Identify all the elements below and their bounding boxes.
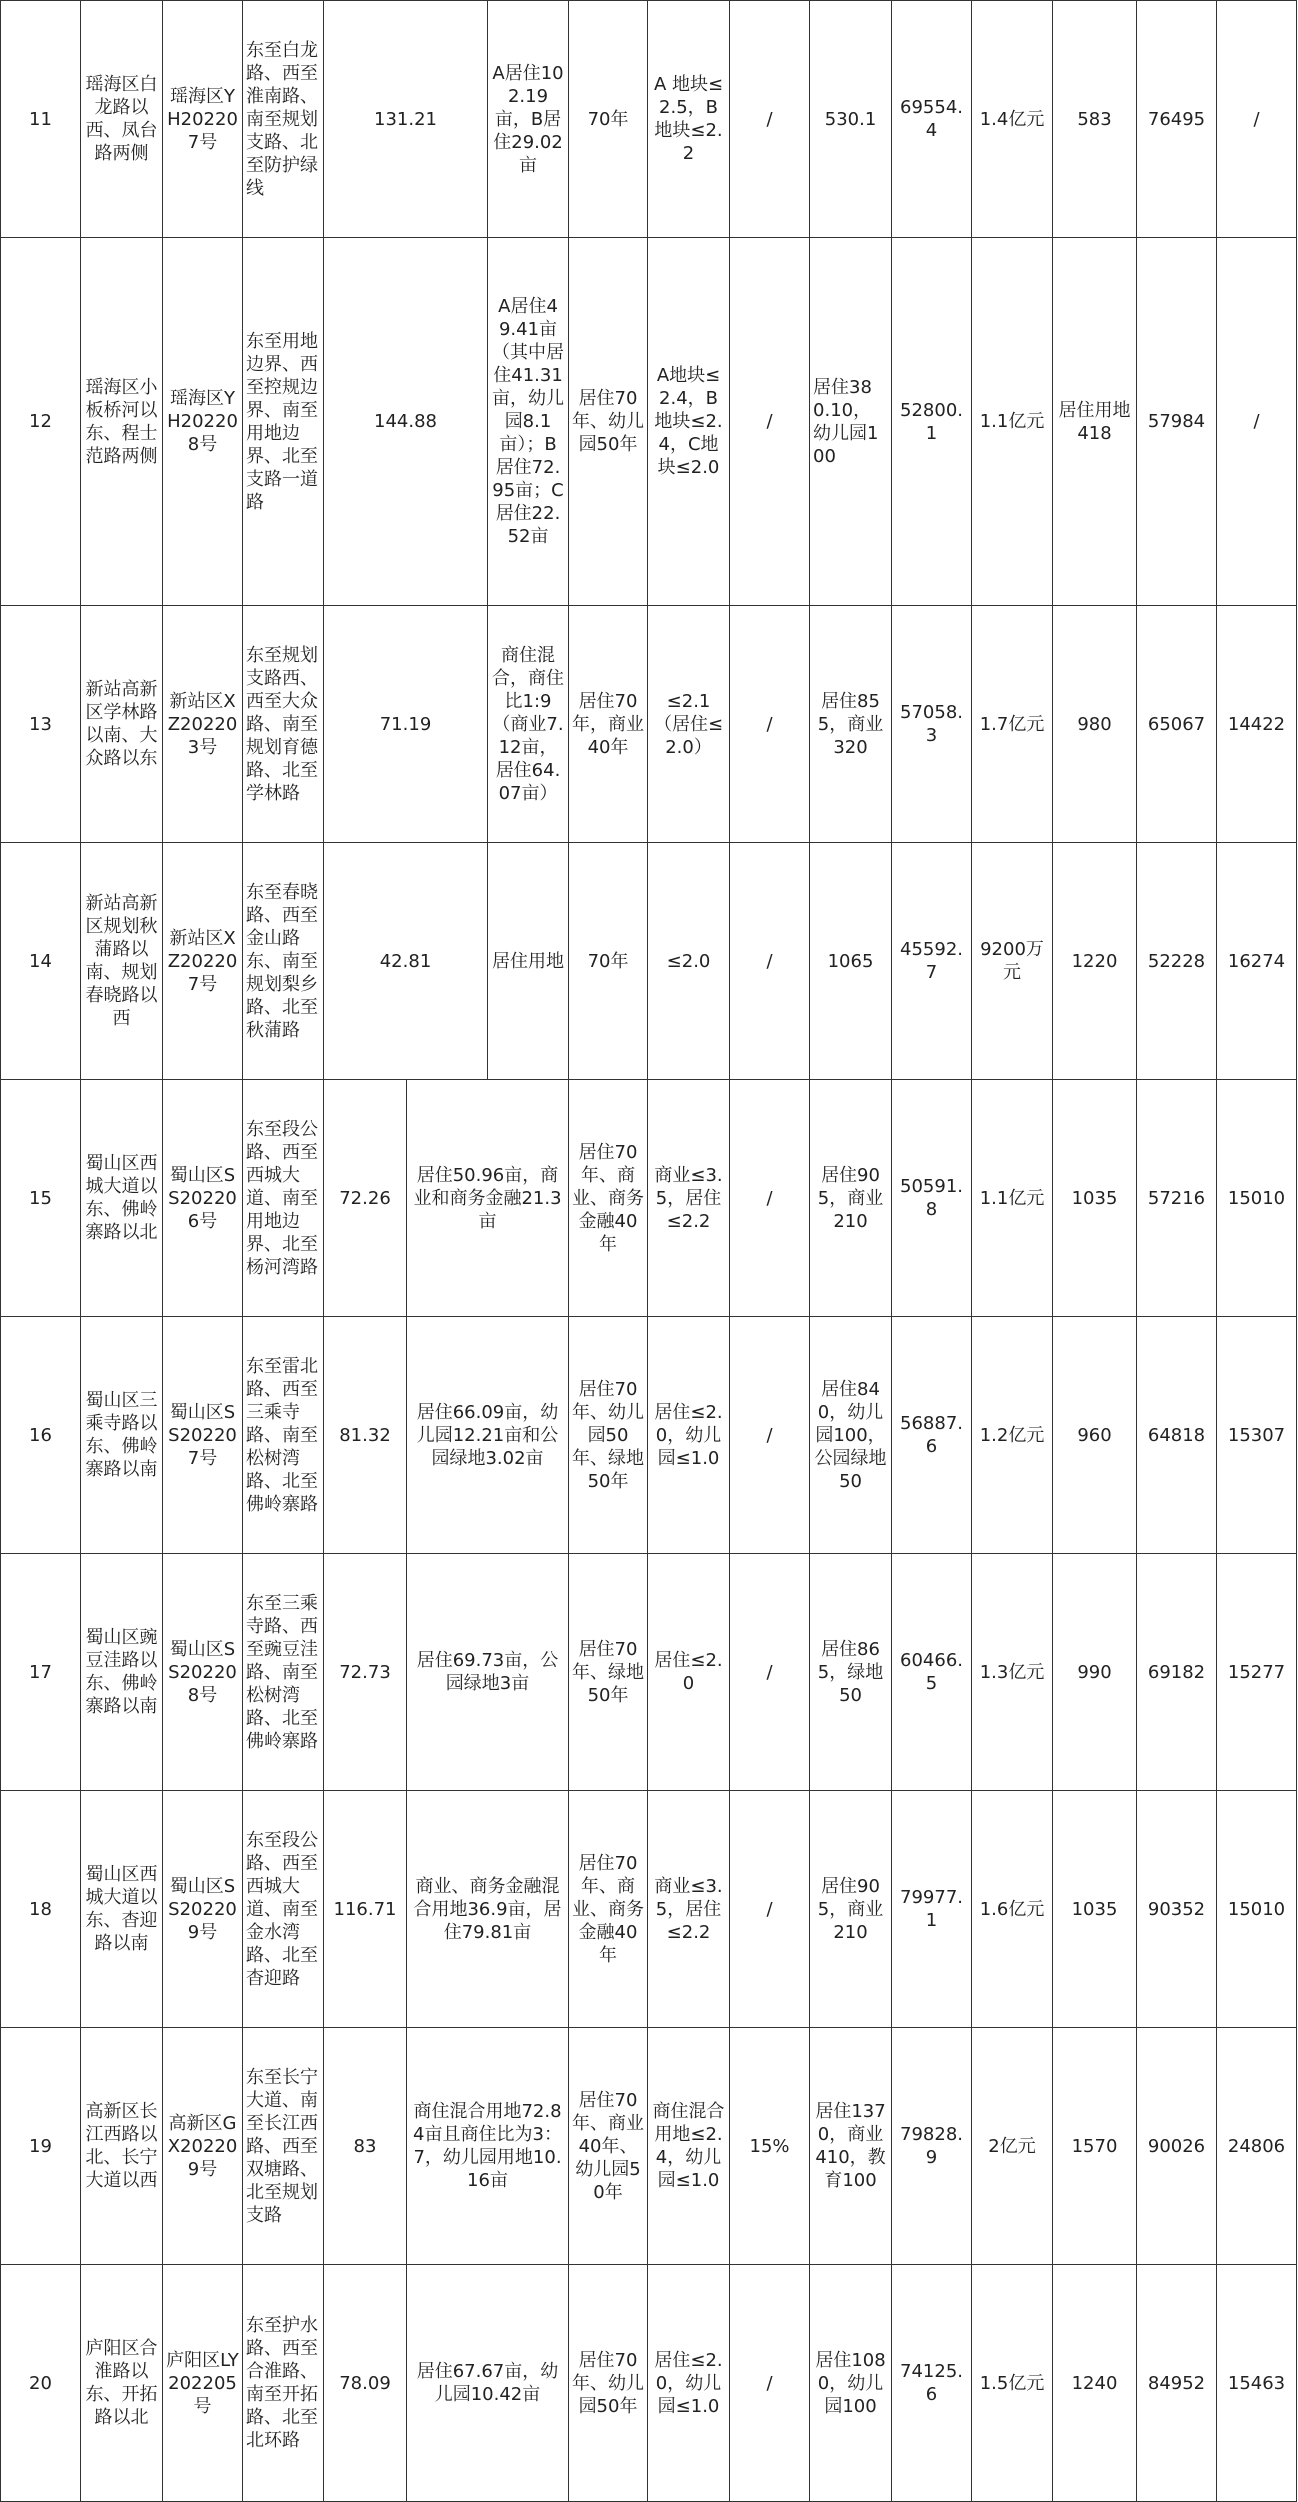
- price-cap: /: [1217, 238, 1297, 606]
- parcel-code: 新站区XZ202207号: [163, 843, 243, 1080]
- row-number: 16: [1, 1317, 81, 1554]
- deposit: 2亿元: [972, 2028, 1053, 2265]
- row-number: 20: [1, 2265, 81, 2502]
- land-use: 居住67.67亩，幼儿园10.42亩: [407, 2265, 569, 2502]
- table-row: [1, 1, 1297, 238]
- plot-ratio: 居住≤2.0，幼儿园≤1.0: [648, 1317, 730, 1554]
- parcel-boundary: 东至白龙路、西至淮南路、南至规划支路、北至防护绿线: [243, 1, 324, 238]
- self-held-ratio: /: [730, 1080, 810, 1317]
- table-row: [1, 238, 1297, 606]
- plot-ratio: ≤2.0: [648, 843, 730, 1080]
- starting-price: 74125.6: [892, 2265, 972, 2502]
- ceiling-price: 84952: [1137, 2265, 1217, 2502]
- starting-price: 45592.7: [892, 843, 972, 1080]
- land-area: 83: [324, 2028, 407, 2265]
- building-area: 居住840，幼儿园100，公园绿地50: [810, 1317, 892, 1554]
- floor-price: 1035: [1053, 1791, 1137, 2028]
- table-row: [1, 1791, 1297, 2028]
- parcel-location: 蜀山区豌豆洼路以东、佛岭寨路以南: [81, 1554, 163, 1791]
- plot-ratio: 商业≤3.5，居住≤2.2: [648, 1791, 730, 2028]
- table-row: [1, 2028, 1297, 2265]
- land-area: 81.32: [324, 1317, 407, 1554]
- row-number: 17: [1, 1554, 81, 1791]
- plot-ratio: ≤2.1（居住≤2.0）: [648, 606, 730, 843]
- deposit: 1.4亿元: [972, 1, 1053, 238]
- floor-price: 1570: [1053, 2028, 1137, 2265]
- parcel-code: 蜀山区SS202208号: [163, 1554, 243, 1791]
- land-area: 72.26: [324, 1080, 407, 1317]
- parcel-location: 蜀山区西城大道以东、杳迎路以南: [81, 1791, 163, 2028]
- ceiling-price: 52228: [1137, 843, 1217, 1080]
- starting-price: 57058.3: [892, 606, 972, 843]
- ceiling-price: 65067: [1137, 606, 1217, 843]
- parcel-location: 蜀山区三乘寺路以东、佛岭寨路以南: [81, 1317, 163, 1554]
- table-row: [1, 1080, 1297, 1317]
- self-held-ratio: /: [730, 606, 810, 843]
- price-cap: 15277: [1217, 1554, 1297, 1791]
- parcel-code: 瑶海区YH202207号: [163, 1, 243, 238]
- self-held-ratio: /: [730, 1791, 810, 2028]
- parcel-location: 高新区长江西路以北、长宁大道以西: [81, 2028, 163, 2265]
- parcel-code: 蜀山区SS202206号: [163, 1080, 243, 1317]
- building-area: 1065: [810, 843, 892, 1080]
- plot-ratio: 商住混合用地≤2.4，幼儿园≤1.0: [648, 2028, 730, 2265]
- self-held-ratio: 15%: [730, 2028, 810, 2265]
- starting-price: 52800.1: [892, 238, 972, 606]
- deposit: 1.3亿元: [972, 1554, 1053, 1791]
- floor-price: 1240: [1053, 2265, 1137, 2502]
- ceiling-price: 57984: [1137, 238, 1217, 606]
- row-number: 13: [1, 606, 81, 843]
- self-held-ratio: /: [730, 1317, 810, 1554]
- land-area: 72.73: [324, 1554, 407, 1791]
- starting-price: 79828.9: [892, 2028, 972, 2265]
- price-cap: 16274: [1217, 843, 1297, 1080]
- land-use: 居住66.09亩，幼儿园12.21亩和公园绿地3.02亩: [407, 1317, 569, 1554]
- ceiling-price: 90352: [1137, 1791, 1217, 2028]
- starting-price: 60466.5: [892, 1554, 972, 1791]
- ceiling-price: 90026: [1137, 2028, 1217, 2265]
- floor-price: 居住用地418: [1053, 238, 1137, 606]
- price-cap: /: [1217, 1, 1297, 238]
- parcel-location: 新站高新区规划秋蒲路以南、规划春晓路以西: [81, 843, 163, 1080]
- price-cap: 15307: [1217, 1317, 1297, 1554]
- land-area: 42.81: [324, 843, 488, 1080]
- ceiling-price: 76495: [1137, 1, 1217, 238]
- building-area: 居住865，绿地50: [810, 1554, 892, 1791]
- price-cap: 24806: [1217, 2028, 1297, 2265]
- transfer-term: 70年: [569, 1, 648, 238]
- transfer-term: 70年: [569, 843, 648, 1080]
- deposit: 1.2亿元: [972, 1317, 1053, 1554]
- parcel-boundary: 东至春晓路、西至金山路东、南至规划梨乡路、北至秋蒲路: [243, 843, 324, 1080]
- land-use: 商住混合用地72.84亩且商住比为3：7，幼儿园用地10.16亩: [407, 2028, 569, 2265]
- transfer-term: 居住70年、绿地50年: [569, 1554, 648, 1791]
- row-number: 11: [1, 1, 81, 238]
- land-area: 131.21: [324, 1, 488, 238]
- building-area: 居住905，商业210: [810, 1080, 892, 1317]
- price-cap: 15463: [1217, 2265, 1297, 2502]
- starting-price: 79977.1: [892, 1791, 972, 2028]
- deposit: 1.5亿元: [972, 2265, 1053, 2502]
- land-area: 144.88: [324, 238, 488, 606]
- parcel-location: 瑶海区小板桥河以东、程士范路两侧: [81, 238, 163, 606]
- plot-ratio: A地块≤2.4，B地块≤2.4，C地块≤2.0: [648, 238, 730, 606]
- floor-price: 1035: [1053, 1080, 1137, 1317]
- parcel-code: 庐阳区LY202205号: [163, 2265, 243, 2502]
- land-use: A居住49.41亩（其中居住41.31亩，幼儿园8.1亩）；B居住72.95亩；C居住22.52亩: [488, 238, 569, 606]
- transfer-term: 居住70年、幼儿园50年: [569, 2265, 648, 2502]
- land-use: 商业、商务金融混合用地36.9亩，居住79.81亩: [407, 1791, 569, 2028]
- land-area: 78.09: [324, 2265, 407, 2502]
- parcel-boundary: 东至护水路、西至合淮路、南至开拓路、北至北环路: [243, 2265, 324, 2502]
- transfer-term: 居住70年、商业40年、幼儿园50年: [569, 2028, 648, 2265]
- parcel-code: 新站区XZ202203号: [163, 606, 243, 843]
- starting-price: 69554.4: [892, 1, 972, 238]
- self-held-ratio: /: [730, 1, 810, 238]
- deposit: 1.1亿元: [972, 238, 1053, 606]
- self-held-ratio: /: [730, 2265, 810, 2502]
- transfer-term: 居住70年、商业、商务金融40年: [569, 1791, 648, 2028]
- row-number: 15: [1, 1080, 81, 1317]
- parcel-code: 瑶海区YH202208号: [163, 238, 243, 606]
- parcel-boundary: 东至用地边界、西至控规边界、南至用地边界、北至支路一道路: [243, 238, 324, 606]
- deposit: 1.1亿元: [972, 1080, 1053, 1317]
- floor-price: 980: [1053, 606, 1137, 843]
- floor-price: 1220: [1053, 843, 1137, 1080]
- parcel-location: 庐阳区合淮路以东、开拓路以北: [81, 2265, 163, 2502]
- transfer-term: 居住70年、幼儿园50年: [569, 238, 648, 606]
- land-use: 居住用地: [488, 843, 569, 1080]
- parcel-code: 蜀山区SS202207号: [163, 1317, 243, 1554]
- price-cap: 15010: [1217, 1791, 1297, 2028]
- building-area: 居住1080，幼儿园100: [810, 2265, 892, 2502]
- parcel-code: 高新区GX202209号: [163, 2028, 243, 2265]
- parcel-location: 蜀山区西城大道以东、佛岭寨路以北: [81, 1080, 163, 1317]
- parcel-location: 瑶海区白龙路以西、凤台路两侧: [81, 1, 163, 238]
- parcel-boundary: 东至规划支路西、西至大众路、南至规划育德路、北至学林路: [243, 606, 324, 843]
- parcel-boundary: 东至长宁大道、南至长江西路、西至双塘路、北至规划支路: [243, 2028, 324, 2265]
- land-area: 71.19: [324, 606, 488, 843]
- deposit: 1.6亿元: [972, 1791, 1053, 2028]
- plot-ratio: 商业≤3.5，居住≤2.2: [648, 1080, 730, 1317]
- table-row: [1, 843, 1297, 1080]
- transfer-term: 居住70年、幼儿园50年、绿地50年: [569, 1317, 648, 1554]
- land-use: 商住混合，商住比1:9（商业7.12亩，居住64.07亩）: [488, 606, 569, 843]
- row-number: 18: [1, 1791, 81, 2028]
- ceiling-price: 57216: [1137, 1080, 1217, 1317]
- building-area: 居住380.10，幼儿园100: [810, 238, 892, 606]
- floor-price: 960: [1053, 1317, 1137, 1554]
- land-use: 居住50.96亩，商业和商务金融21.3亩: [407, 1080, 569, 1317]
- deposit: 1.7亿元: [972, 606, 1053, 843]
- plot-ratio: 居住≤2.0，幼儿园≤1.0: [648, 2265, 730, 2502]
- ceiling-price: 64818: [1137, 1317, 1217, 1554]
- self-held-ratio: /: [730, 843, 810, 1080]
- transfer-term: 居住70年、商业、商务金融40年: [569, 1080, 648, 1317]
- floor-price: 583: [1053, 1, 1137, 238]
- table-row: [1, 1554, 1297, 1791]
- row-number: 14: [1, 843, 81, 1080]
- deposit: 9200万元: [972, 843, 1053, 1080]
- parcel-location: 新站高新区学林路以南、大众路以东: [81, 606, 163, 843]
- parcel-boundary: 东至雷北路、西至三乘寺路、南至松树湾路、北至佛岭寨路: [243, 1317, 324, 1554]
- building-area: 居住855，商业320: [810, 606, 892, 843]
- plot-ratio: A 地块≤2.5，B地块≤2.2: [648, 1, 730, 238]
- table-row: [1, 1317, 1297, 1554]
- table-row: [1, 2265, 1297, 2502]
- floor-price: 990: [1053, 1554, 1137, 1791]
- parcel-code: 蜀山区SS202209号: [163, 1791, 243, 2028]
- self-held-ratio: /: [730, 1554, 810, 1791]
- self-held-ratio: /: [730, 238, 810, 606]
- transfer-term: 居住70年，商业40年: [569, 606, 648, 843]
- plot-ratio: 居住≤2.0: [648, 1554, 730, 1791]
- land-use: A居住102.19亩，B居住29.02亩: [488, 1, 569, 238]
- starting-price: 56887.6: [892, 1317, 972, 1554]
- building-area: 530.1: [810, 1, 892, 238]
- price-cap: 15010: [1217, 1080, 1297, 1317]
- building-area: 居住905，商业210: [810, 1791, 892, 2028]
- land-area: 116.71: [324, 1791, 407, 2028]
- land-use: 居住69.73亩，公园绿地3亩: [407, 1554, 569, 1791]
- ceiling-price: 69182: [1137, 1554, 1217, 1791]
- row-number: 12: [1, 238, 81, 606]
- table-row: [1, 606, 1297, 843]
- parcel-boundary: 东至段公路、西至西城大道、南至金水湾路、北至杳迎路: [243, 1791, 324, 2028]
- parcel-boundary: 东至三乘寺路、西至豌豆洼路、南至松树湾路、北至佛岭寨路: [243, 1554, 324, 1791]
- building-area: 居住1370，商业410，教育100: [810, 2028, 892, 2265]
- parcel-boundary: 东至段公路、西至西城大道、南至用地边界、北至杨河湾路: [243, 1080, 324, 1317]
- price-cap: 14422: [1217, 606, 1297, 843]
- starting-price: 50591.8: [892, 1080, 972, 1317]
- row-number: 19: [1, 2028, 81, 2265]
